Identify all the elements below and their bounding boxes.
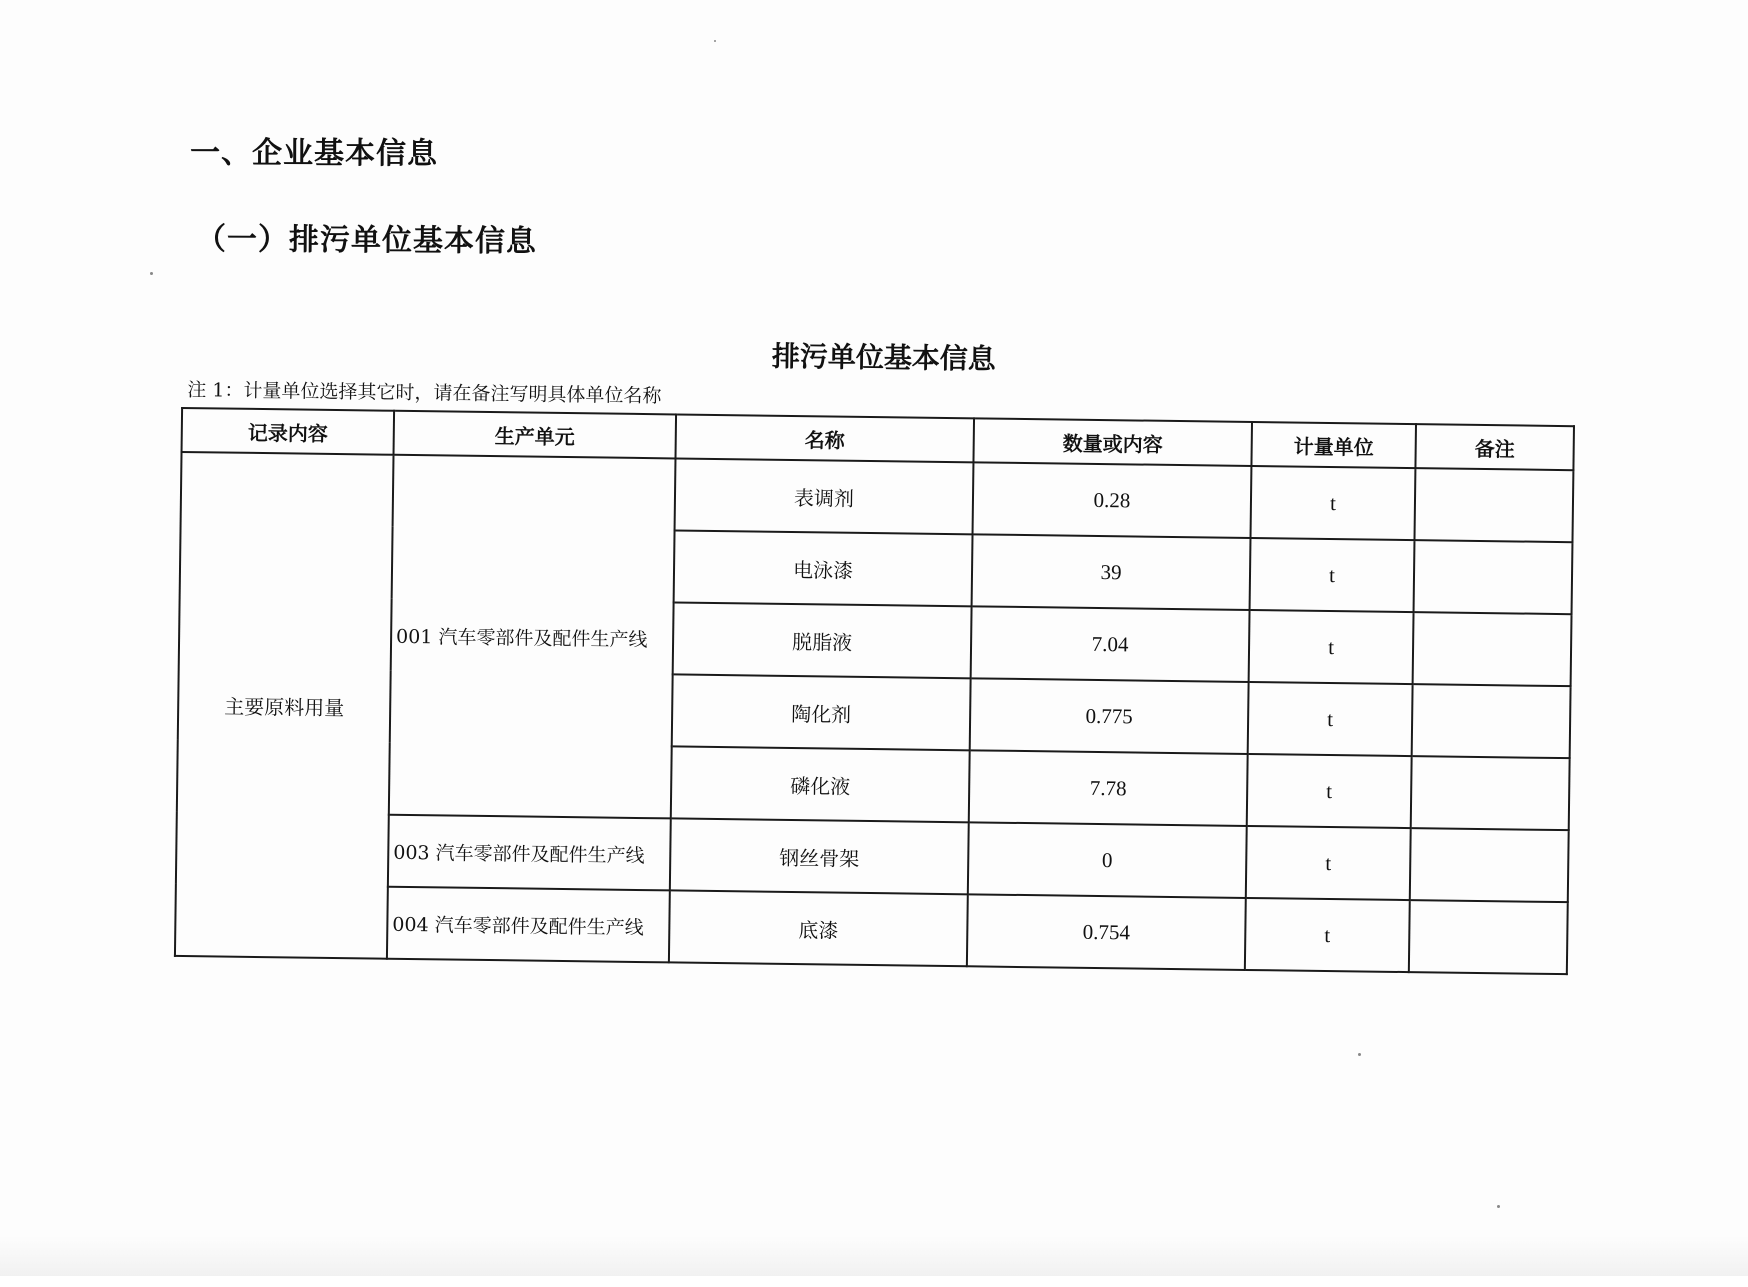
material-name-cell: 钢丝骨架: [670, 818, 969, 894]
scan-speck: [1497, 1205, 1500, 1208]
remark-cell: [1411, 756, 1570, 830]
scan-speck: [150, 272, 153, 275]
header-measure-unit: 计量单位: [1251, 422, 1416, 468]
amount-cell: 0.775: [970, 678, 1249, 754]
material-name-cell: 电泳漆: [674, 530, 973, 606]
pollutant-unit-info-table: [174, 407, 1575, 975]
material-name-cell: 表调剂: [675, 458, 974, 534]
measure-unit-cell: t: [1246, 826, 1411, 900]
measure-unit-cell: t: [1249, 610, 1414, 684]
remark-cell: [1409, 900, 1568, 974]
amount-cell: 7.04: [971, 606, 1250, 682]
measure-unit-cell: t: [1245, 898, 1410, 972]
section-heading: 一、企业基本信息: [189, 135, 439, 172]
remark-cell: [1412, 684, 1571, 758]
production-unit-cell: 001 汽车零部件及配件生产线: [389, 455, 676, 819]
production-unit-cell: 003 汽车零部件及配件生产线: [388, 815, 671, 891]
header-remark: 备注: [1415, 424, 1574, 470]
amount-cell: 0.28: [973, 462, 1252, 538]
production-unit-cell: 004 汽车零部件及配件生产线: [387, 887, 670, 963]
amount-cell: 0.754: [967, 894, 1246, 970]
remark-cell: [1410, 828, 1569, 902]
record-content-cell: 主要原料用量: [175, 452, 394, 959]
table-note: 注 1：计量单位选择其它时，请在备注写明具体单位名称: [187, 379, 662, 408]
material-name-cell: 脱脂液: [673, 602, 972, 678]
amount-cell: 0: [968, 822, 1247, 898]
material-name-cell: 磷化液: [671, 746, 970, 822]
material-name-cell: 陶化剂: [672, 674, 971, 750]
measure-unit-cell: t: [1250, 466, 1415, 540]
measure-unit-cell: t: [1250, 538, 1415, 612]
measure-unit-cell: t: [1248, 682, 1413, 756]
measure-unit-cell: t: [1247, 754, 1412, 828]
header-amount: 数量或内容: [973, 418, 1252, 466]
remark-cell: [1414, 468, 1573, 542]
amount-cell: 7.78: [969, 750, 1248, 826]
header-production-unit: 生产单元: [394, 411, 677, 459]
header-record-content: 记录内容: [182, 408, 395, 455]
amount-cell: 39: [972, 534, 1251, 610]
subsection-heading: （一）排污单位基本信息: [195, 221, 538, 260]
remark-cell: [1413, 612, 1572, 686]
header-name: 名称: [675, 414, 974, 462]
scan-speck: [714, 40, 716, 42]
remark-cell: [1414, 540, 1573, 614]
material-name-cell: 底漆: [669, 890, 968, 966]
table-title: 排污单位基本信息: [771, 339, 997, 376]
scan-speck: [1358, 1053, 1361, 1056]
